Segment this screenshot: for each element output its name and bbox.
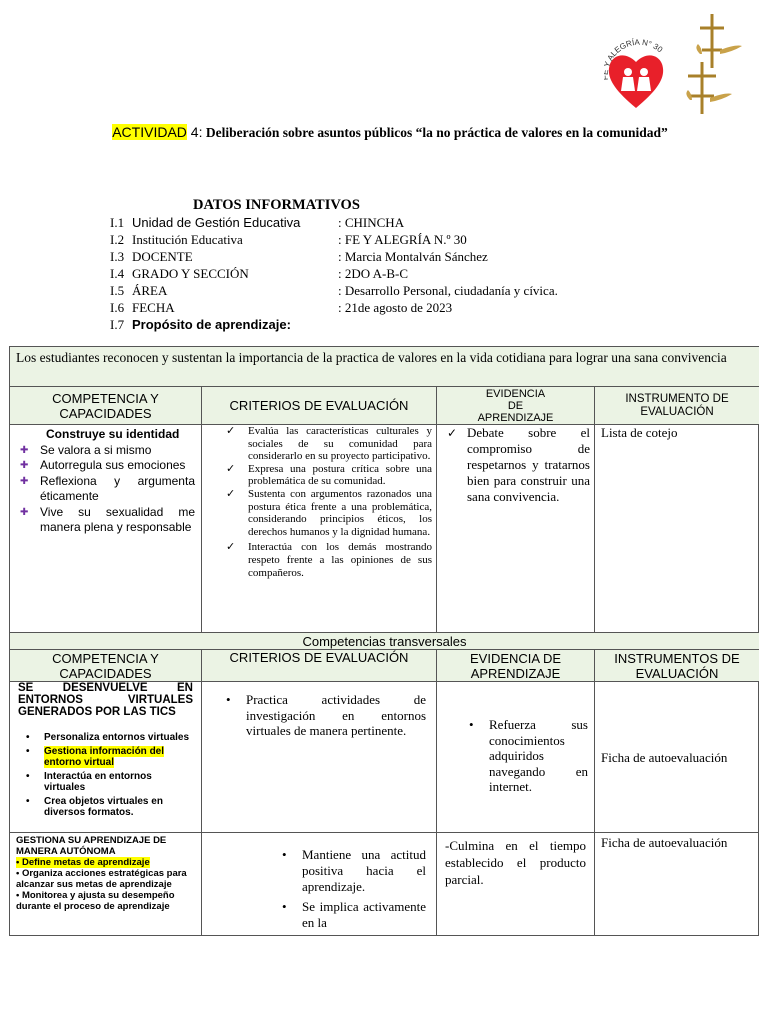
capacidad-item: ✚ Vive su sexualidad me manera plena y responsable [18, 505, 195, 536]
school-logo [604, 10, 754, 118]
criterios-cell [202, 425, 437, 633]
criterio3-text: Se implica activamente en la [302, 899, 426, 930]
header-text: COMPETENCIA Y CAPACIDADES [52, 650, 159, 681]
bullet-icon: • [226, 692, 231, 707]
instrumento-cell [595, 425, 759, 633]
criterios3-cell [202, 833, 437, 936]
evidencia3-text: -Culmina en el tiempo establecido el producto parcial. [445, 838, 586, 887]
header2-competencia [10, 650, 202, 682]
info-value: : 21de agosto de 2023 [338, 300, 453, 315]
activity-number: 4 [186, 124, 199, 140]
logo-text: ALEGRÍA N° 30 [605, 37, 665, 63]
info-label: Institución Educativa [132, 232, 243, 247]
purpose-cell [10, 347, 759, 387]
capacidad-item: • Personaliza entornos virtuales [18, 732, 193, 744]
capacidad-item: Gestiona información del entorno virtual [44, 745, 165, 768]
info-label: Propósito de aprendizaje: [132, 317, 291, 332]
criterio-item: ✓ Evalúa las características culturales y sociales de su comunidad para considerarlo en su proyecto participativo. [222, 425, 432, 463]
criterio3-text: Mantiene una actitud positiva hacia el aprendizaje. [302, 847, 426, 894]
header2-evidencia [437, 650, 595, 682]
competencia2-title: SE DESENVUELVE EN ENTORNOS VIRTUALES GENERADOS POR LAS TICS [18, 682, 193, 718]
header-text: INSTRUMENTO DE EVALUACIÓN [625, 392, 729, 418]
evidencia3-cell [437, 833, 595, 936]
criterio2-item [226, 692, 426, 739]
header-competencia [10, 387, 202, 425]
criterios2-cell [202, 682, 437, 833]
capacidad-item: • Define metas de aprendizaje [16, 857, 150, 868]
check-icon: ✓ [447, 426, 458, 440]
info-value: : Desarrollo Personal, ciudadanía y cívica. [338, 283, 558, 298]
info-num: I.2 [110, 232, 125, 247]
header-instrumento [595, 387, 759, 425]
info-label: GRADO Y SECCIÓN [132, 266, 249, 281]
info-num: I.5 [110, 283, 125, 298]
capacidad-item: • Monitorea y ajusta su desempeño durante el proceso de aprendizaje [16, 890, 175, 912]
header-text: EVIDENCIA DE APRENDIZAJE [477, 387, 554, 424]
header-text: CRITERIOS DE EVALUACIÓN [229, 650, 409, 665]
capacidad-item: • Organiza acciones estratégicas para alcanzar sus metas de aprendizaje [16, 868, 187, 890]
criterio2-text: Practica actividades de investigación en entornos virtuales de manera pertinente. [246, 692, 426, 738]
info-num: I.3 [110, 249, 125, 264]
criterio-item: ✓ Interactúa con los demás mostrando respeto frente a las opiniones de sus compañeros. [222, 541, 432, 579]
info-label: Unidad de Gestión Educativa [132, 215, 301, 230]
transversal-text: Competencias transversales [302, 633, 467, 649]
competencia2-cell [10, 682, 202, 833]
evidencia2-cell [437, 682, 595, 833]
info-value: : FE Y ALEGRÍA N.º 30 [338, 232, 467, 247]
header2-criterios [202, 650, 437, 682]
info-num: I.6 [110, 300, 125, 315]
header2-instrumento [595, 650, 759, 682]
info-num: I.1 [110, 215, 125, 230]
instrumento3-cell [595, 833, 759, 936]
info-value: : CHINCHA [338, 215, 405, 230]
criterio-item: ✓ Expresa una postura crítica sobre una problemática de su comunidad. [222, 463, 432, 488]
info-label: FECHA [132, 300, 175, 315]
bullet-icon: • [282, 899, 287, 914]
criterio3-item [282, 847, 426, 895]
header-criterios [202, 387, 437, 425]
bullet-icon: • [469, 717, 474, 732]
capacidad-item: ✚ Autorregula sus emociones [18, 458, 195, 474]
capacidad-item: ✚ Reflexiona y argumenta éticamente [18, 474, 195, 505]
header-text: CRITERIOS DE EVALUACIÓN [229, 398, 409, 413]
activity-topic: Deliberación sobre asuntos públicos “la no práctica de valores en la comunidad” [202, 125, 668, 140]
activity-colon: : [198, 124, 203, 140]
competencia-title: Construye su identidad [46, 427, 180, 441]
activity-title [110, 123, 670, 142]
criterio3-item [282, 899, 426, 931]
instrumento-text: Lista de cotejo [601, 425, 678, 440]
purpose-text: Los estudiantes reconocen y sustentan la importancia de la practica de valores en la vida cotidiana para lograr una sana convivencia [16, 350, 727, 365]
evidencia-cell [437, 425, 595, 633]
evaluation-table [9, 346, 759, 936]
capacidad-item: ✚ Se valora a si mismo [18, 443, 195, 459]
info-num: I.7 [110, 317, 125, 332]
competencia3-cell [10, 833, 202, 936]
evidencia-value: Debate sobre el compromiso de respetarnos y tratarnos bien para construir una sana convivencia. [467, 425, 590, 504]
info-label: ÁREA [132, 283, 168, 298]
instrumento3-text: Ficha de autoevaluación [601, 835, 728, 850]
bullet-icon: • [282, 847, 287, 862]
instrumento2-cell [595, 682, 759, 833]
instrumento2-text: Ficha de autoevaluación [601, 750, 728, 765]
evidencia2-text: Refuerza sus conocimientos adquiridos navegando en internet. [489, 717, 588, 794]
competencia3-title: GESTIONA SU APRENDIZAJE DE MANERA AUTÓNOMA [16, 835, 167, 857]
header-text: COMPETENCIA Y CAPACIDADES [52, 390, 159, 421]
activity-label: ACTIVIDAD [112, 124, 187, 140]
info-value: : 2DO A-B-C [338, 266, 409, 281]
transversal-title [10, 633, 759, 650]
header-text: INSTRUMENTOS DE EVALUACIÓN [614, 650, 740, 681]
header-evidencia [437, 387, 595, 425]
header-text: EVIDENCIA DE APRENDIZAJE [469, 650, 562, 681]
info-heading: DATOS INFORMATIVOS [193, 197, 360, 213]
competencia-cell [10, 425, 202, 633]
info-label: DOCENTE [132, 249, 193, 264]
evidencia-text [447, 425, 590, 505]
info-num: I.4 [110, 266, 125, 281]
criterio-item: ✓ Sustenta con argumentos razonados una postura ética frente a una problemática, considerando principios éticos, los derechos humanos y la dignidad humana. [222, 488, 432, 538]
capacidad-item: • Interactúa en entornos virtuales [18, 771, 193, 794]
capacidad-item: • Crea objetos virtuales en diversos formatos. [18, 796, 193, 819]
evidencia2-item [469, 717, 588, 795]
info-value: : Marcia Montalván Sánchez [338, 249, 488, 264]
